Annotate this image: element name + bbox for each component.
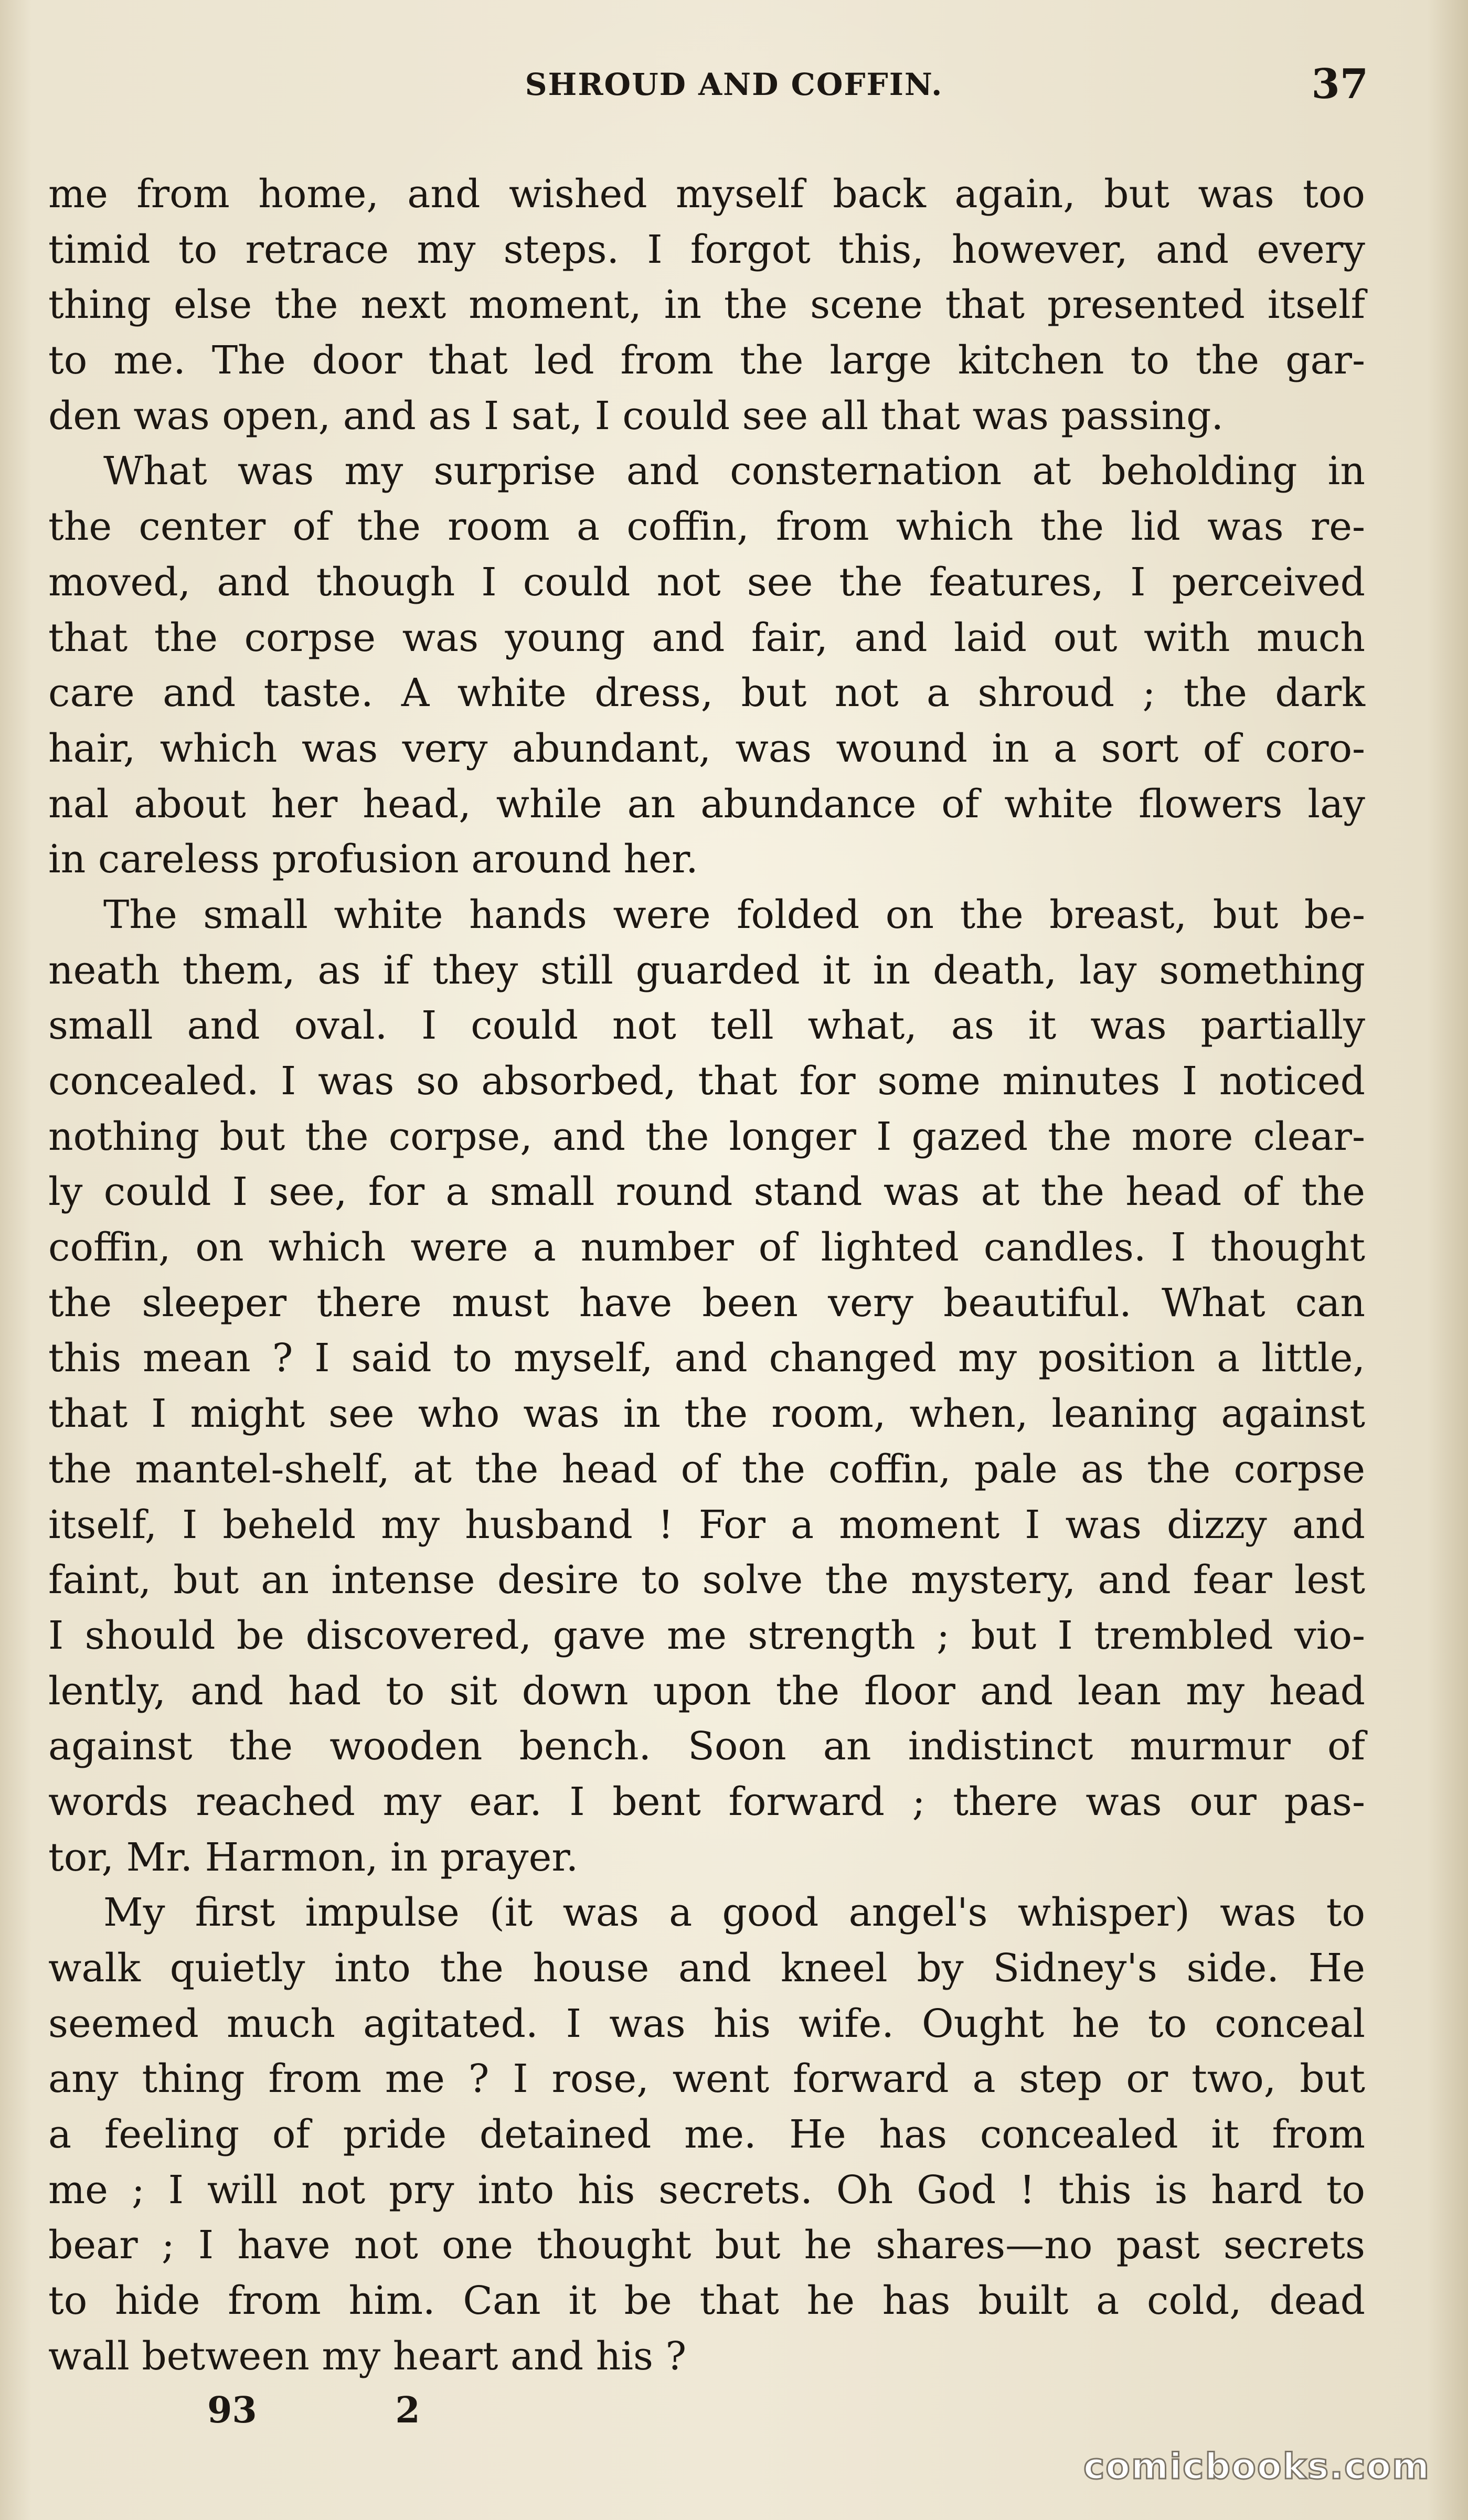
text-line: itself, I beheld my husband ! For a moment I was dizzy and [48,1502,1365,1547]
text-line: the mantel-shelf, at the head of the coffin, pale as the corpse [48,1446,1365,1492]
signature-mark-gathering: 93 [207,2389,257,2431]
text-line: thing else the next moment, in the scene that presented itself [48,282,1365,328]
text-line: care and taste. A white dress, but not a shroud ; the dark [48,670,1365,716]
running-head: SHROUD AND COFFIN. [525,67,943,102]
text-line: me ; I will not pry into his secrets. Oh God ! this is hard to [48,2167,1365,2213]
text-line: moved, and though I could not see the features, I perceived [48,559,1365,605]
text-line: bear ; I have not one thought but he shares—no past secrets [48,2223,1365,2268]
text-line: this mean ? I said to myself, and changed my position a little, [48,1336,1365,1381]
text-line: What was my surprise and consternation at beholding in [103,449,1365,494]
page-number: 37 [1311,60,1368,108]
text-line: wall between my heart and his ? [48,2333,687,2379]
text-line: against the wooden bench. Soon an indistinct murmur of [48,1724,1365,1769]
watermark-logo: comicbooks.com [1083,2446,1430,2487]
text-line: seemed much agitated. I was his wife. Ought he to conceal [48,2001,1365,2046]
text-line: tor, Mr. Harmon, in prayer. [48,1834,579,1880]
text-line: that I might see who was in the room, when, leaning against [48,1391,1365,1437]
text-line: faint, but an intense desire to solve the mystery, and fear lest [48,1557,1365,1603]
text-line: concealed. I was so absorbed, that for some minutes I noticed [48,1059,1365,1104]
text-line: I should be discovered, gave me strength ; but I trembled vio- [48,1613,1365,1658]
text-line: walk quietly into the house and kneel by Sidney's side. He [48,1946,1365,1991]
text-line: lently, and had to sit down upon the floor and lean my head [48,1668,1365,1714]
text-line: to hide from him. Can it be that he has built a cold, dead [48,2278,1365,2324]
text-line: me from home, and wished myself back again, but was too [48,172,1365,217]
text-line: words reached my ear. I bent forward ; there was our pas- [48,1779,1365,1824]
page-header [0,60,1468,118]
text-line: coffin, on which were a number of lighted candles. I thought [48,1225,1365,1270]
text-line: that the corpse was young and fair, and laid out with much [48,615,1365,660]
text-line: in careless profusion around her. [48,837,698,882]
text-line: neath them, as if they still guarded it in death, lay something [48,947,1365,993]
text-line: hair, which was very abundant, was wound in a sort of coro- [48,725,1365,771]
text-line: timid to retrace my steps. I forgot this, however, and every [48,227,1365,272]
text-line: to me. The door that led from the large kitchen to the gar- [48,338,1365,383]
text-line: nal about her head, while an abundance of white flowers lay [48,781,1365,827]
text-line: small and oval. I could not tell what, as it was partially [48,1003,1365,1049]
signature-mark-number: 2 [395,2389,420,2431]
body-text [48,167,1365,2385]
text-line: The small white hands were folded on the breast, but be- [103,892,1365,937]
signature-mark [207,2389,420,2431]
text-line: the center of the room a coffin, from which the lid was re- [48,504,1365,550]
text-line: ly could I see, for a small round stand was at the head of the [48,1169,1365,1215]
text-line: nothing but the corpse, and the longer I gazed the more clear- [48,1114,1365,1159]
text-line: My first impulse (it was a good angel's whisper) was to [103,1890,1365,1936]
text-line: a feeling of pride detained me. He has concealed it from [48,2112,1365,2158]
text-line: den was open, and as I sat, I could see all that was passing. [48,393,1224,439]
text-line: any thing from me ? I rose, went forward a step or two, but [48,2056,1365,2102]
text-line: the sleeper there must have been very beautiful. What can [48,1280,1365,1326]
